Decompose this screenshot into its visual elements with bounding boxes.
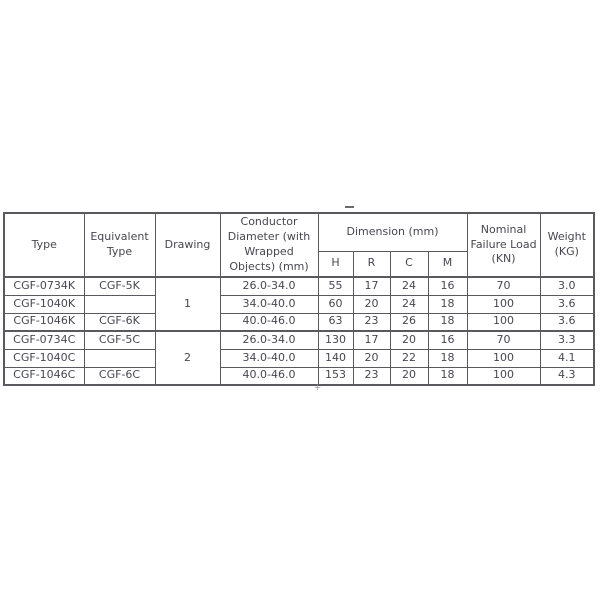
cell-diameter: 40.0-46.0 bbox=[220, 313, 318, 331]
header-dim-m: M bbox=[428, 251, 467, 277]
header-nominal-failure-load: Nominal Failure Load (KN) bbox=[467, 213, 540, 277]
cell-load: 100 bbox=[467, 349, 540, 367]
header-weight: Weight (KG) bbox=[540, 213, 594, 277]
cell-equivalent: CGF-6C bbox=[84, 367, 155, 385]
cell-type: CGF-0734K bbox=[4, 277, 84, 295]
header-dim-h: H bbox=[318, 251, 353, 277]
cell-weight: 3.6 bbox=[540, 295, 594, 313]
cell-diameter: 26.0-34.0 bbox=[220, 331, 318, 349]
cell-type: CGF-0734C bbox=[4, 331, 84, 349]
cell-weight: 4.3 bbox=[540, 367, 594, 385]
cell-dim-m: 18 bbox=[428, 349, 467, 367]
cell-weight: 3.6 bbox=[540, 313, 594, 331]
cell-equivalent bbox=[84, 349, 155, 367]
cell-diameter: 34.0-40.0 bbox=[220, 295, 318, 313]
cell-dim-c: 24 bbox=[390, 277, 428, 295]
header-equivalent-type: Equivalent Type bbox=[84, 213, 155, 277]
cell-load: 100 bbox=[467, 367, 540, 385]
cell-dim-r: 17 bbox=[353, 277, 390, 295]
table-row bbox=[4, 277, 594, 295]
stray-plus-mark bbox=[313, 384, 322, 393]
cell-dim-r: 17 bbox=[353, 331, 390, 349]
table-row bbox=[4, 295, 594, 313]
header-type: Type bbox=[4, 213, 84, 277]
cell-dim-r: 20 bbox=[353, 349, 390, 367]
header-dim-c: C bbox=[390, 251, 428, 277]
header-drawing: Drawing bbox=[155, 213, 220, 277]
cell-dim-m: 18 bbox=[428, 313, 467, 331]
cell-dim-c: 20 bbox=[390, 367, 428, 385]
cell-equivalent: CGF-5K bbox=[84, 277, 155, 295]
cell-dim-r: 20 bbox=[353, 295, 390, 313]
cell-load: 70 bbox=[467, 331, 540, 349]
cell-load: 100 bbox=[467, 295, 540, 313]
table-row bbox=[4, 349, 594, 367]
cell-type: CGF-1040C bbox=[4, 349, 84, 367]
cell-diameter: 40.0-46.0 bbox=[220, 367, 318, 385]
cell-equivalent: CGF-6K bbox=[84, 313, 155, 331]
cell-dim-h: 55 bbox=[318, 277, 353, 295]
header-row-top bbox=[4, 213, 594, 251]
cell-dim-c: 24 bbox=[390, 295, 428, 313]
cell-weight: 4.1 bbox=[540, 349, 594, 367]
specification-table bbox=[3, 212, 595, 386]
cell-dim-h: 130 bbox=[318, 331, 353, 349]
cell-equivalent: CGF-5C bbox=[84, 331, 155, 349]
header-dimension: Dimension (mm) bbox=[318, 213, 467, 251]
cell-dim-c: 26 bbox=[390, 313, 428, 331]
cell-dim-r: 23 bbox=[353, 313, 390, 331]
cell-load: 70 bbox=[467, 277, 540, 295]
cell-dim-r: 23 bbox=[353, 367, 390, 385]
cell-dim-m: 16 bbox=[428, 331, 467, 349]
table-row bbox=[4, 331, 594, 349]
cell-type: CGF-1046C bbox=[4, 367, 84, 385]
cell-dim-m: 18 bbox=[428, 295, 467, 313]
table-row bbox=[4, 367, 594, 385]
stray-dash-mark bbox=[345, 206, 354, 208]
cell-diameter: 34.0-40.0 bbox=[220, 349, 318, 367]
cell-type: CGF-1046K bbox=[4, 313, 84, 331]
cell-dim-h: 153 bbox=[318, 367, 353, 385]
header-conductor-diameter: Conductor Diameter (with Wrapped Objects) (mm) bbox=[220, 213, 318, 277]
cell-drawing-group-1: 1 bbox=[155, 277, 220, 331]
cell-weight: 3.0 bbox=[540, 277, 594, 295]
cell-dim-h: 60 bbox=[318, 295, 353, 313]
cell-equivalent bbox=[84, 295, 155, 313]
header-dim-r: R bbox=[353, 251, 390, 277]
cell-diameter: 26.0-34.0 bbox=[220, 277, 318, 295]
cell-dim-m: 16 bbox=[428, 277, 467, 295]
cell-type: CGF-1040K bbox=[4, 295, 84, 313]
cell-dim-c: 22 bbox=[390, 349, 428, 367]
cell-dim-c: 20 bbox=[390, 331, 428, 349]
cell-dim-h: 63 bbox=[318, 313, 353, 331]
cell-dim-m: 18 bbox=[428, 367, 467, 385]
cell-weight: 3.3 bbox=[540, 331, 594, 349]
cell-dim-h: 140 bbox=[318, 349, 353, 367]
cell-load: 100 bbox=[467, 313, 540, 331]
cell-drawing-group-2: 2 bbox=[155, 331, 220, 385]
table-row bbox=[4, 313, 594, 331]
